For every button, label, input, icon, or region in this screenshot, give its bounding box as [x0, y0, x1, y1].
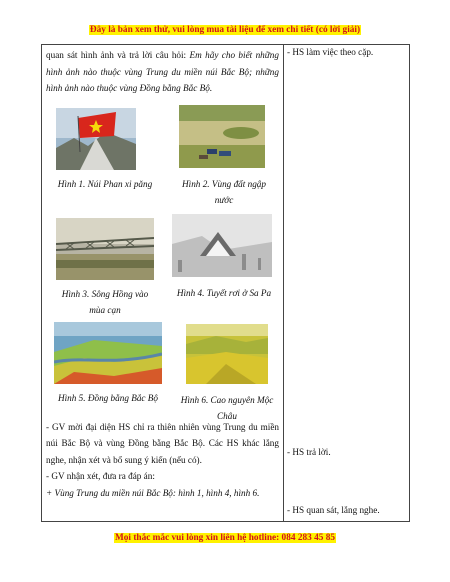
answer-line: + Vùng Trung du miền núi Bắc Bộ: hình 1, hình 4, hình 6. [46, 487, 260, 498]
delta-image [54, 322, 162, 384]
figure-6 [180, 324, 274, 421]
column-divider [283, 45, 284, 521]
figure-5 [54, 322, 162, 403]
student-activity-3: - HS quan sát, lắng nghe. [287, 505, 380, 515]
figure-4-caption: Hình 4. Tuyết rơi ở Sa Pa [176, 287, 272, 298]
intro-text: quan sát hình ảnh và trả lời câu hỏi: [46, 50, 190, 60]
intro-question: Em hãy cho biết những hình ảnh nào thuộc vùng Trung du miền núi Bắc Bộ; những hình ảnh nào thuộc vùng Đồng bằng Bắc Bộ. [46, 50, 279, 93]
figure-1 [56, 108, 153, 189]
gv-paragraph-2: - GV nhận xét, đưa ra đáp án: [46, 471, 155, 481]
gv-paragraph-1: - GV mời đại diện HS chỉ ra thiên nhiên vùng Trung du miền núi Bắc Bộ và vùng Đồng bằng Bắc Bộ. Các HS khác lắng nghe, nhận xét và bổ sung ý kiến (nếu có). [46, 421, 279, 465]
figure-1-caption: Hình 1. Núi Phan xi păng [57, 178, 153, 189]
preview-banner-text: Đây là bản xem thử, vui lòng mua tài liệu để xem chi tiết (có lời giải) [89, 25, 361, 35]
lesson-table [41, 44, 410, 522]
hotline-banner-text: Mọi thắc mắc vui lòng xin liên hệ hotline: 084 283 45 85 [114, 533, 336, 543]
student-activity-2: - HS trả lời. [287, 447, 331, 457]
intro-paragraph [46, 47, 279, 97]
student-activity-1: - HS làm việc theo cặp. [287, 47, 374, 57]
figure-6-caption: Hình 6. Cao nguyên Mộc Châu [180, 394, 274, 421]
snow-sapa-image [172, 214, 272, 277]
figure-2 [179, 105, 266, 205]
figure-grid [46, 97, 279, 421]
teacher-column [46, 47, 279, 501]
preview-banner [0, 25, 450, 35]
figure-3-caption: Hình 3. Sông Hồng vào mùa cạn [61, 288, 149, 315]
figure-2-caption: Hình 2. Vùng đất ngập nước [182, 178, 266, 205]
figure-3 [56, 218, 154, 315]
bridge-river-image [56, 218, 154, 280]
figure-4 [172, 214, 272, 298]
plateau-image [186, 324, 268, 384]
figure-5-caption: Hình 5. Đồng bằng Bắc Bộ [57, 392, 159, 403]
hotline-banner [0, 533, 450, 543]
mountain-flag-image [56, 108, 136, 170]
wetland-image [179, 105, 265, 168]
